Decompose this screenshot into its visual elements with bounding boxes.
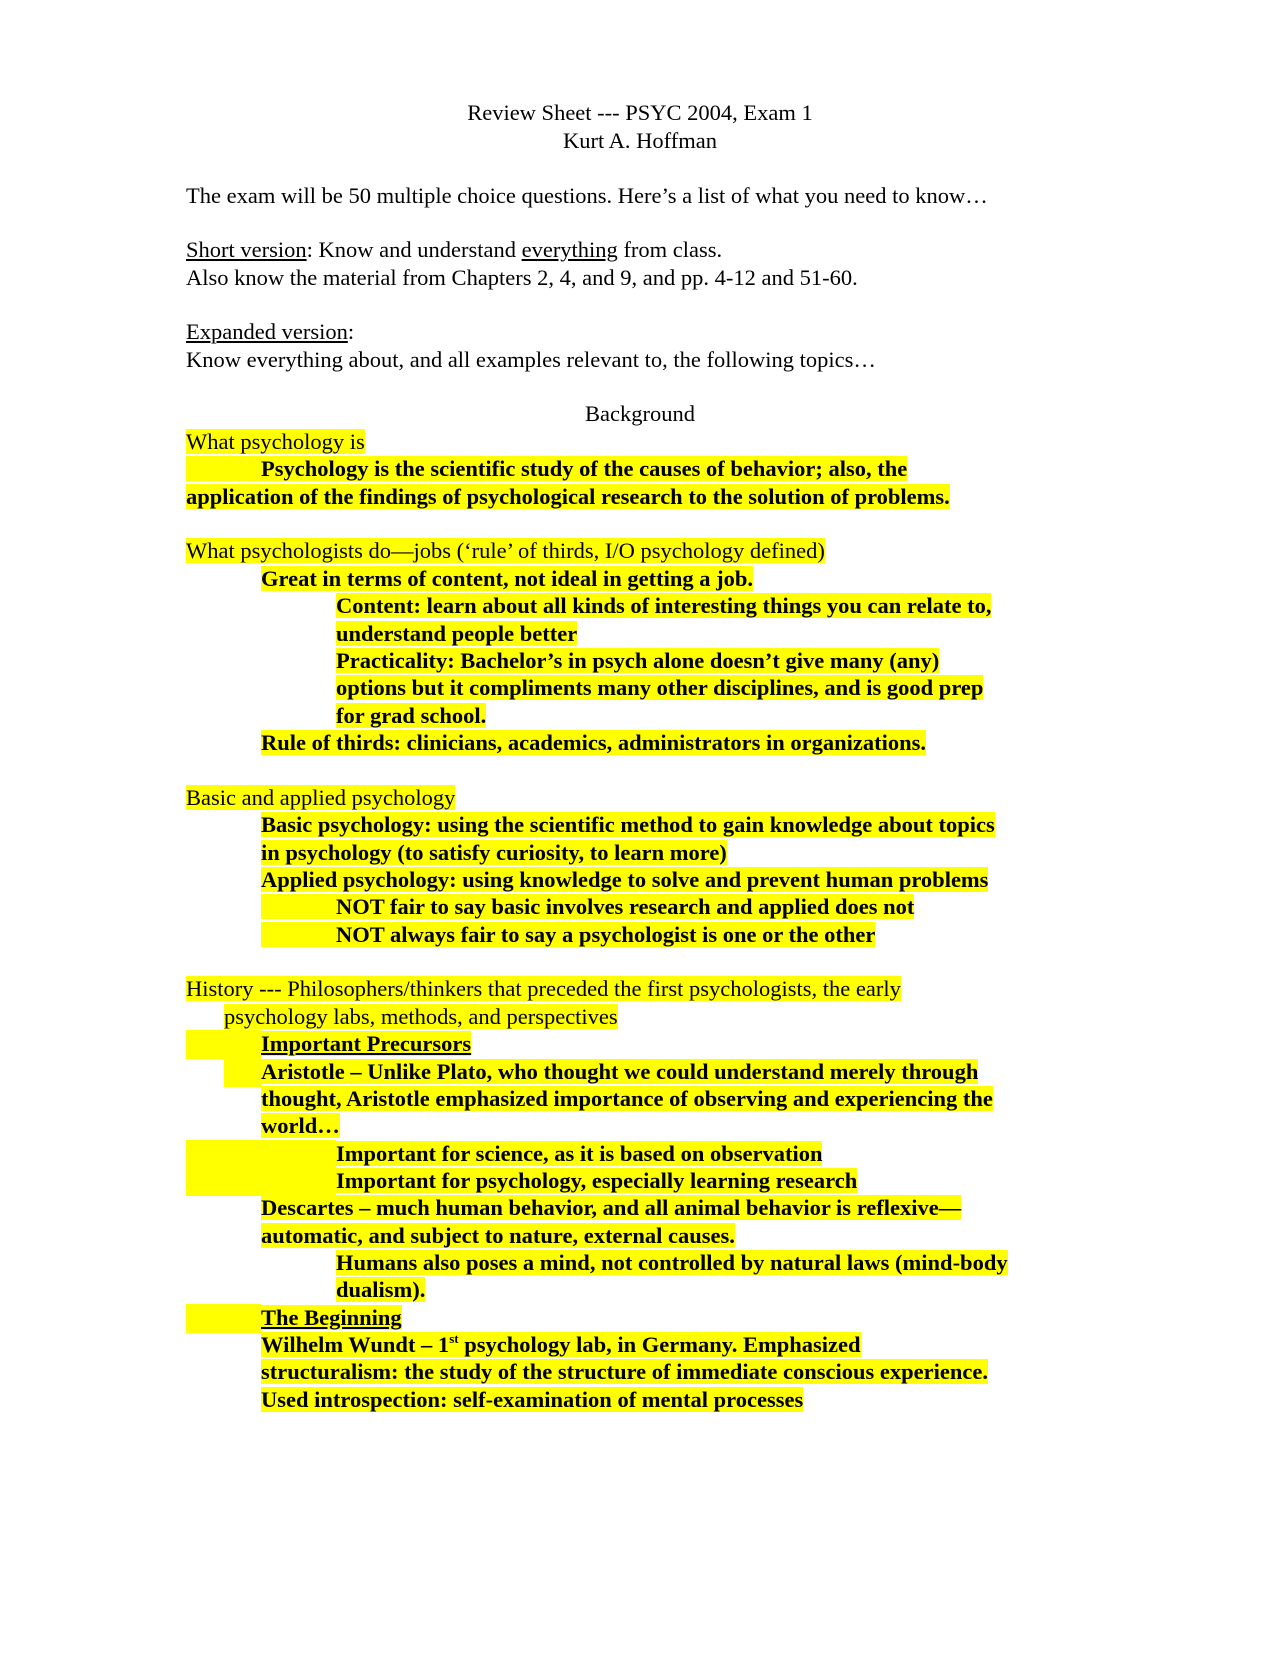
topic-subpoint: [261, 893, 914, 922]
topic-heading-text: psychology labs, methods, and perspectives: [224, 1004, 618, 1029]
topic-subpoint: [336, 620, 577, 649]
topic-point-text: Basic psychology: using the scientific method to gain knowledge about topics: [261, 812, 995, 837]
subsection-heading-text: The Beginning: [261, 1305, 402, 1330]
topic-point-text: Applied psychology: using knowledge to solve and prevent human problems: [261, 867, 989, 892]
topic-subpoint-text: understand people better: [336, 621, 578, 646]
expanded-version-line: [186, 318, 354, 347]
topic-subpoint-text: Practicality: Bachelor’s in psych alone doesn’t give many (any): [336, 648, 940, 673]
expanded-version-label: Expanded version: [186, 319, 348, 344]
topic-point: [261, 1112, 340, 1141]
wundt-text-end: psychology lab, in Germany. Emphasized: [458, 1332, 861, 1357]
short-version-label: Short version: [186, 237, 307, 262]
topic-point: [261, 1194, 961, 1223]
topic-subpoint: [336, 702, 486, 731]
short-version-emphasis: everything: [521, 237, 618, 262]
topic-definition-line: [186, 483, 950, 512]
expanded-version-line-2: Know everything about, and all examples relevant to, the following topics…: [186, 347, 876, 372]
short-version-line: [186, 236, 722, 265]
topic-subpoint: [336, 1276, 425, 1305]
topic-point: [261, 811, 995, 840]
topic-heading: [186, 537, 825, 566]
topic-definition-text: Psychology is the scientific study of the causes of behavior; also, the: [186, 456, 907, 481]
topic-subpoint-text: for grad school.: [336, 703, 487, 728]
topic-heading: [186, 975, 901, 1004]
topic-point-text: automatic, and subject to nature, external causes.: [261, 1223, 735, 1248]
ordinal-superscript: st: [449, 1331, 459, 1346]
wundt-text: Wilhelm Wundt – 1: [261, 1332, 450, 1357]
document-author: Kurt A. Hoffman: [563, 128, 717, 153]
topic-heading: [224, 1003, 618, 1032]
topic-point: [261, 1386, 803, 1415]
topic-subpoint: [336, 674, 983, 703]
topic-heading-text: What psychologists do—jobs (‘rule’ of thirds, I/O psychology defined): [186, 538, 825, 563]
topic-definition-text: application of the findings of psychological research to the solution of problems.: [186, 484, 950, 509]
intro-text: The exam will be 50 multiple choice questions. Here’s a list of what you need to know…: [186, 183, 988, 208]
topic-point: [261, 866, 988, 895]
topic-heading: [186, 784, 455, 813]
short-version-line-2: Also know the material from Chapters 2, 4, and 9, and pp. 4-12 and 51-60.: [186, 265, 858, 290]
topic-point: [261, 565, 753, 594]
topic-point: [261, 1222, 735, 1251]
subsection-heading-text: Important Precursors: [261, 1031, 472, 1056]
topic-point: [261, 839, 727, 868]
topic-subpoint: [336, 647, 939, 676]
topic-subpoint-text: Important for science, as it is based on observation: [336, 1141, 823, 1166]
topic-point-text: Descartes – much human behavior, and all animal behavior is reflexive—: [261, 1195, 962, 1220]
topic-point-text: structuralism: the study of the structure of immediate conscious experience.: [261, 1359, 988, 1384]
highlight-bar: [186, 1140, 336, 1169]
topic-point: [261, 1358, 988, 1387]
topic-subpoint-text: options but it compliments many other disciplines, and is good prep: [336, 675, 984, 700]
topic-subpoint-text: Content: learn about all kinds of interesting things you can relate to,: [336, 593, 992, 618]
topic-point: [261, 1058, 978, 1087]
topic-point-text: thought, Aristotle emphasized importance of observing and experiencing the: [261, 1086, 993, 1111]
topic-subpoint: [336, 1167, 857, 1196]
topic-subpoint: [336, 1140, 822, 1169]
topic-point-text: [261, 1332, 861, 1357]
topic-heading-text: Basic and applied psychology: [186, 785, 456, 810]
subsection-heading: [261, 1304, 402, 1333]
expanded-version-colon: :: [347, 319, 355, 344]
topic-point-text: Great in terms of content, not ideal in getting a job.: [261, 566, 754, 591]
topic-subpoint: [261, 921, 875, 950]
topic-point-text: in psychology (to satisfy curiosity, to learn more): [261, 840, 727, 865]
topic-point-text: Used introspection: self-examination of mental processes: [261, 1387, 804, 1412]
topic-heading: [186, 428, 365, 457]
topic-subpoint-text: Humans also poses a mind, not controlled by natural laws (mind-body: [336, 1250, 1008, 1275]
topic-point: [261, 1331, 861, 1360]
subsection-heading: [261, 1030, 471, 1059]
topic-subpoint: [336, 1249, 1008, 1278]
topic-subpoint-text: Important for psychology, especially learning research: [336, 1168, 858, 1193]
topic-point-text: Aristotle – Unlike Plato, who thought we could understand merely through: [261, 1059, 979, 1084]
short-version-text: : Know and understand: [306, 237, 522, 262]
document-title: Review Sheet --- PSYC 2004, Exam 1: [467, 100, 813, 125]
topic-point: [261, 1085, 993, 1114]
highlight-bar: [224, 1058, 261, 1087]
topic-subpoint-text: dualism).: [336, 1277, 426, 1302]
highlight-bar: [186, 1167, 336, 1196]
topic-definition-line: [186, 455, 907, 484]
topic-subpoint-text: NOT always fair to say a psychologist is one or the other: [261, 922, 875, 947]
topic-point-text: world…: [261, 1113, 340, 1138]
topic-heading-text: What psychology is: [186, 429, 365, 454]
topic-point: [261, 729, 926, 758]
topic-point-text: Rule of thirds: clinicians, academics, administrators in organizations.: [261, 730, 926, 755]
topic-subpoint: [336, 592, 991, 621]
topic-heading-text: History --- Philosophers/thinkers that preceded the first psychologists, the early: [186, 976, 901, 1001]
highlight-bar: [186, 1304, 261, 1333]
topic-subpoint-text: NOT fair to say basic involves research and applied does not: [261, 894, 914, 919]
highlight-bar: [186, 1030, 261, 1059]
section-title: Background: [585, 401, 695, 426]
short-version-text-end: from class.: [617, 237, 723, 262]
